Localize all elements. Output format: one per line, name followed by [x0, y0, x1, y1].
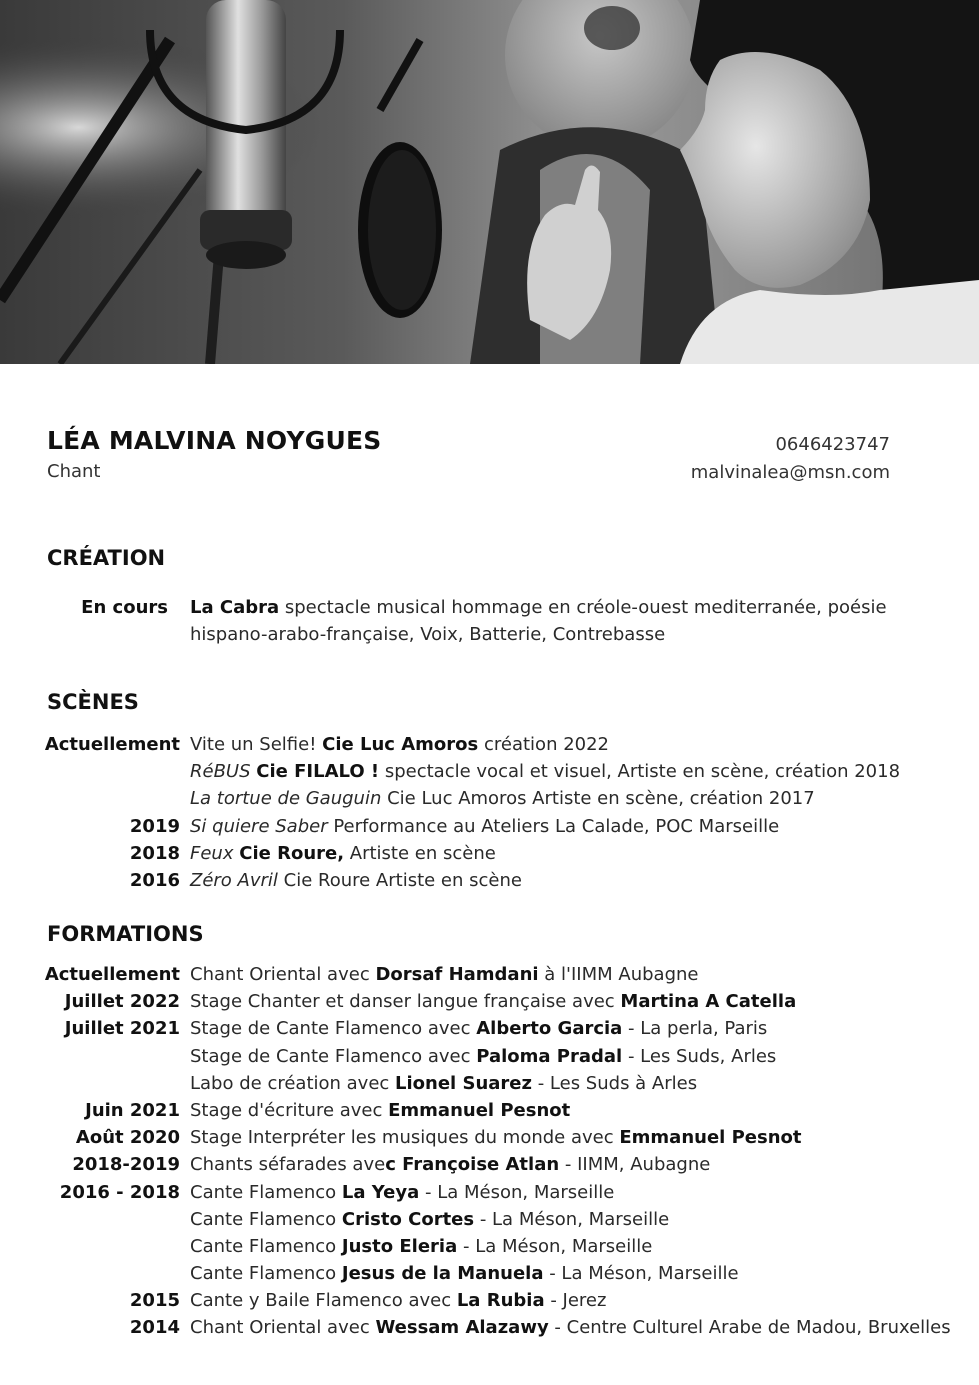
plain-text: spectacle vocal et visuel, Artiste en scène, création 2018 — [379, 761, 901, 783]
entry-description — [190, 785, 815, 812]
list-item — [0, 1097, 979, 1124]
section-title-formations: FORMATIONS — [47, 922, 204, 946]
entry-description — [190, 1314, 951, 1341]
list-item — [0, 1179, 979, 1206]
plain-text: - La Méson, Marseille — [457, 1235, 653, 1257]
list-item — [0, 1233, 979, 1260]
plain-text: - Jerez — [544, 1290, 607, 1312]
highlight-text: Justo Eleria — [341, 1235, 458, 1257]
title-text: RéBUS — [190, 761, 251, 783]
entry-description — [190, 1179, 614, 1206]
section-title-creation: CRÉATION — [47, 546, 166, 570]
entry-date: Août 2020 — [75, 1127, 180, 1149]
highlight-text: Wessam Alazawy — [375, 1317, 549, 1339]
entry-date: Actuellement — [44, 734, 180, 755]
scenes-list — [0, 731, 979, 894]
entry-description — [190, 988, 796, 1015]
list-item — [0, 731, 979, 758]
plain-text: spectacle musical hommage en créole-ouest mediterranée, poésie hispano-arabo-française, Voix, Batterie, Contrebasse — [190, 597, 887, 645]
highlight-text: c Françoise Atlan — [385, 1154, 560, 1176]
plain-text: Stage d'écriture avec — [190, 1099, 389, 1121]
plain-text: Stage de Cante Flamenco avec — [190, 1018, 477, 1040]
highlight-text: Alberto Garcia — [476, 1018, 623, 1040]
list-item — [0, 1070, 979, 1097]
entry-description — [190, 961, 698, 988]
entry-description — [190, 1260, 739, 1287]
entry-description — [190, 867, 522, 894]
section-title-scenes: SCÈNES — [47, 690, 139, 714]
entry-description — [190, 758, 900, 785]
highlight-text: Emmanuel Pesnot — [388, 1099, 571, 1121]
plain-text: Stage Chanter et danser langue française avec — [190, 991, 621, 1013]
entry-description — [190, 813, 779, 840]
highlight-text: La Yeya — [341, 1181, 420, 1203]
list-item — [0, 1124, 979, 1151]
list-item — [0, 785, 979, 812]
highlight-text: Cie Luc Amoros — [322, 734, 479, 755]
plain-text: Stage Interpréter les musiques du monde avec — [190, 1127, 620, 1149]
entry-description — [190, 1151, 710, 1178]
list-item — [0, 1015, 979, 1042]
list-item — [0, 1260, 979, 1287]
entry-description — [190, 731, 609, 758]
phone-number: 0646423747 — [775, 434, 890, 455]
contact-block — [691, 431, 890, 487]
header-photo — [0, 0, 979, 364]
plain-text: Cante Flamenco — [190, 1208, 342, 1230]
entry-date: 2018 — [129, 842, 180, 864]
entry-description — [190, 594, 910, 648]
recording-studio-photo-icon — [0, 0, 979, 364]
plain-text: Cante Flamenco — [190, 1235, 342, 1257]
title-text: Zéro Avril — [190, 869, 278, 891]
entry-date: Juin 2021 — [85, 1099, 180, 1121]
plain-text: Stage de Cante Flamenco avec — [190, 1045, 477, 1067]
list-item — [0, 813, 979, 840]
plain-text: - Les Suds, Arles — [622, 1045, 777, 1067]
title-text: Si quiere Saber — [190, 815, 328, 837]
list-item — [0, 1314, 979, 1341]
list-item — [0, 1151, 979, 1178]
plain-text: Chant Oriental avec — [190, 1317, 376, 1339]
highlight-text: Cie Roure, — [239, 842, 345, 864]
title-text: Feux — [190, 842, 234, 864]
highlight-text: Cristo Cortes — [341, 1208, 475, 1230]
entry-description — [190, 840, 496, 867]
highlight-text: Cie FILALO ! — [256, 761, 380, 783]
entry-date: Juillet 2022 — [64, 991, 180, 1013]
highlight-text: Jesus de la Manuela — [341, 1263, 544, 1285]
plain-text: Performance au Ateliers La Calade, POC Marseille — [327, 815, 780, 837]
entry-date: 2016 — [129, 869, 180, 891]
entry-date: Actuellement — [44, 964, 180, 985]
highlight-text: La Rubia — [456, 1290, 545, 1312]
list-item — [0, 961, 979, 988]
entry-description — [190, 1233, 652, 1260]
email-address[interactable]: malvinalea@msn.com — [690, 462, 890, 483]
list-item — [0, 867, 979, 894]
plain-text: Cante y Baile Flamenco avec — [190, 1290, 457, 1312]
entry-description — [190, 1043, 776, 1070]
person-role: Chant — [47, 461, 101, 482]
highlight-text: Paloma Pradal — [476, 1045, 623, 1067]
plain-text: Cie Roure Artiste en scène — [277, 869, 522, 891]
plain-text: création 2022 — [478, 734, 610, 755]
list-item — [0, 988, 979, 1015]
entry-date: 2016 - 2018 — [59, 1181, 180, 1203]
entry-date: Juillet 2021 — [64, 1018, 180, 1040]
list-item — [0, 840, 979, 867]
plain-text: - La perla, Paris — [622, 1018, 768, 1040]
highlight-text: Lionel Suarez — [395, 1072, 532, 1094]
plain-text: - La Méson, Marseille — [474, 1208, 670, 1230]
title-text: La tortue de Gauguin — [190, 788, 382, 810]
entry-date: 2015 — [129, 1290, 180, 1312]
highlight-text: Dorsaf Hamdani — [375, 964, 539, 985]
plain-text: Cie Luc Amoros Artiste en scène, création 2017 — [381, 788, 815, 810]
entry-description — [190, 1097, 570, 1124]
plain-text: Artiste en scène — [344, 842, 496, 864]
list-item — [0, 758, 979, 785]
entry-description — [190, 1124, 802, 1151]
entry-date: 2014 — [129, 1317, 180, 1339]
plain-text: Cante Flamenco — [190, 1181, 342, 1203]
list-item — [0, 1043, 979, 1070]
person-name: LÉA MALVINA NOYGUES — [47, 426, 382, 455]
entry-description — [190, 1206, 669, 1233]
plain-text: Chants séfarades ave — [190, 1154, 386, 1176]
plain-text: à l'IIMM Aubagne — [538, 964, 699, 985]
entry-date: 2018-2019 — [72, 1154, 180, 1176]
plain-text: Labo de création avec — [190, 1072, 396, 1094]
plain-text: Cante Flamenco — [190, 1263, 342, 1285]
highlight-text: La Cabra — [190, 597, 280, 618]
entry-date: 2019 — [129, 815, 180, 837]
entry-date: En cours — [81, 597, 168, 618]
highlight-text: Emmanuel Pesnot — [619, 1127, 802, 1149]
entry-description — [190, 1287, 606, 1314]
entry-description — [190, 1070, 697, 1097]
plain-text: Vite un Selfie! — [190, 734, 323, 755]
plain-text: Chant Oriental avec — [190, 964, 376, 985]
formations-list — [0, 961, 979, 1342]
plain-text: - La Méson, Marseille — [419, 1181, 615, 1203]
plain-text: - Les Suds à Arles — [531, 1072, 698, 1094]
highlight-text: Martina A Catella — [620, 991, 797, 1013]
plain-text: - La Méson, Marseille — [543, 1263, 739, 1285]
list-item — [0, 1206, 979, 1233]
entry-description — [190, 1015, 767, 1042]
list-item — [0, 1287, 979, 1314]
plain-text: - Centre Culturel Arabe de Madou, Bruxelles — [548, 1317, 951, 1339]
plain-text: - IIMM, Aubagne — [559, 1154, 711, 1176]
